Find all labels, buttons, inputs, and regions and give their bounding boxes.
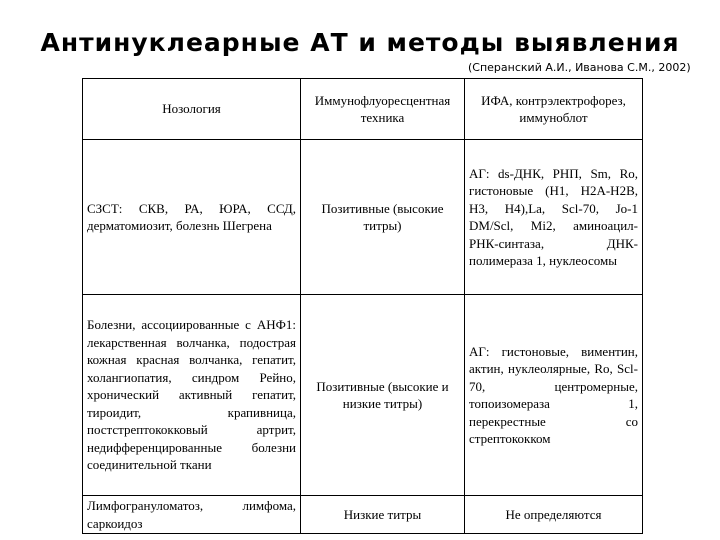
table-row [83,496,643,534]
cell-ifa: АГ: гистоновые, виментин, актин, нуклеолярные, Ro, Scl-70, центромерные, топоизомераза 1, перекрестные со стрептококком [465,295,643,496]
table-header-row [83,79,643,140]
slide-title: Антинуклеарные АТ и методы выявления [40,28,680,57]
cell-nosology: Болезни, ассоциированные с АНФ1: лекарственная волчанка, подострая кожная красная волчанка, гепатит, холангиопатия, синдром Рейно, хронический активный гепатит, тироидит, крапивница, постстрептококковый артрит, недифференцированные болезни соединительной ткани [83,295,301,496]
cell-nosology: Лимфогрануломатоз, лимфома, саркоидоз [83,496,301,534]
cell-ifa: Не определяются [465,496,643,534]
cell-ifa: АГ: ds-ДНК, РНП, Sm, Ro, гистоновые (Н1, Н2А-Н2В, Н3, Н4),La, Scl-70, Jo-1 DM/Scl, Mi2, аминоацил-РНК-синтаза, ДНК-полимераза 1, нуклеосомы [465,140,643,295]
table-row [83,140,643,295]
header-immunofluorescence: Иммунофлуоресцентная техника [301,79,465,140]
source-citation: (Сперанский А.И., Иванова С.М., 2002) [468,61,691,74]
cell-immunofluorescence: Позитивные (высокие и низкие титры) [301,295,465,496]
antinuclear-antibody-table [82,78,643,534]
cell-nosology: СЗСТ: СКВ, РА, ЮРА, ССД, дерматомиозит, болезнь Шегрена [83,140,301,295]
table-row [83,295,643,496]
cell-immunofluorescence: Низкие титры [301,496,465,534]
cell-immunofluorescence: Позитивные (высокие титры) [301,140,465,295]
header-nosology: Нозология [83,79,301,140]
header-ifa: ИФА, контрэлектрофорез, иммуноблот [465,79,643,140]
